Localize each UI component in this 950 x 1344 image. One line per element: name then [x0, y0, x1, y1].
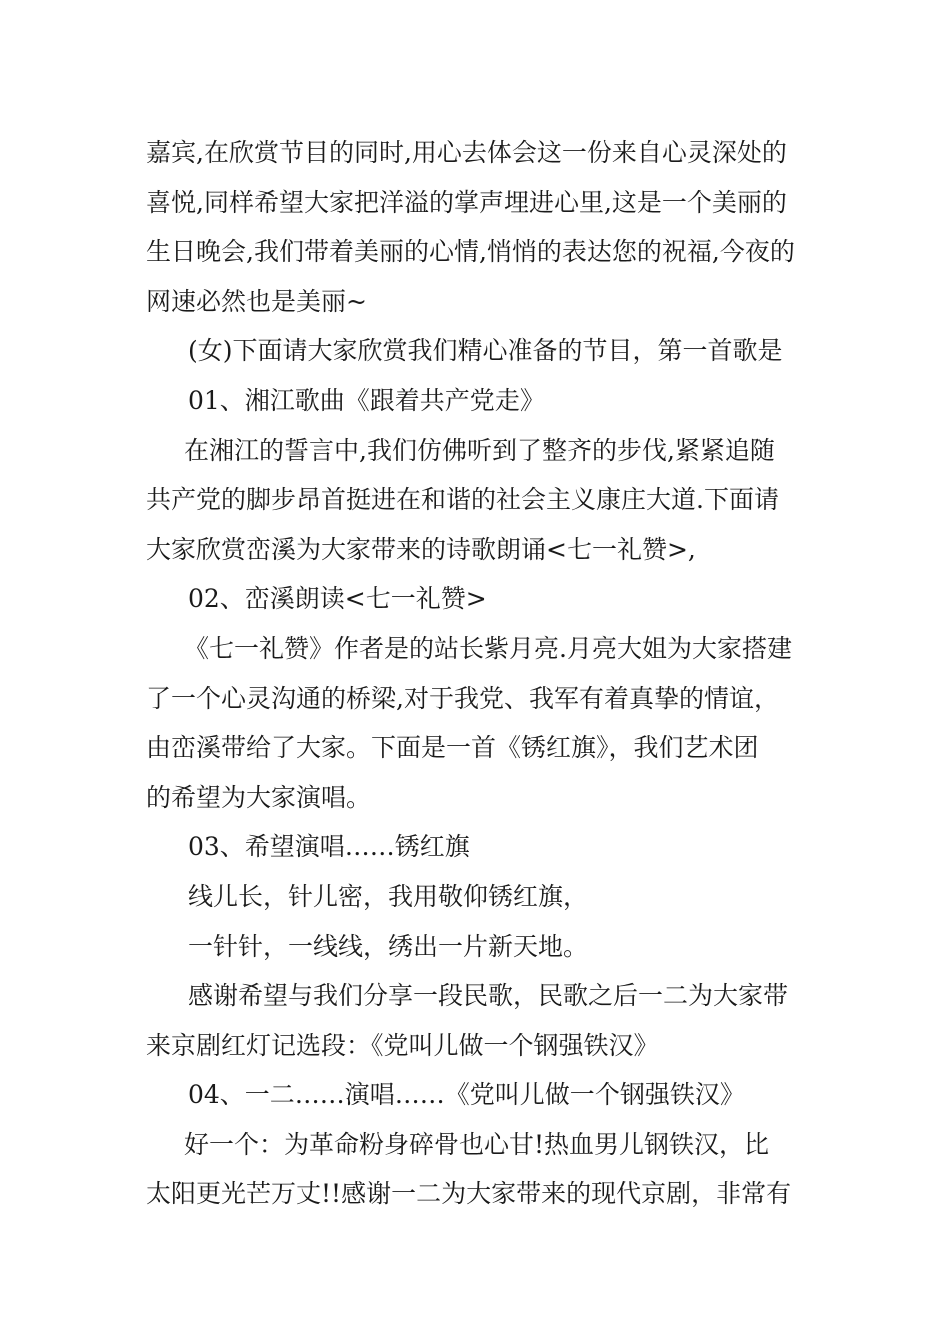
text-line: 共产党的脚步昂首挺进在和谐的社会主义康庄大道.下面请 — [146, 485, 779, 515]
text-line: 好一个：为革命粉身碎骨也心甘!热血男儿钢铁汉，比 — [184, 1129, 770, 1159]
text-line: 喜悦,同样希望大家把洋溢的掌声埋进心里,这是一个美丽的 — [146, 187, 787, 217]
text-line: 来京剧红灯记选段：《党叫儿做一个钢强铁汉》 — [146, 1030, 659, 1060]
text-line: 网速必然也是美丽~ — [146, 286, 367, 316]
text-line: 大家欣赏峦溪为大家带来的诗歌朗诵<七一礼赞>, — [146, 534, 696, 564]
text-line: 太阳更光芒万丈!!感谢一二为大家带来的现代京剧，非常有 — [146, 1179, 792, 1209]
program-item-04: 04、一二……演唱……《党叫儿做一个钢强铁汉》 — [188, 1080, 745, 1110]
text-line: 生日晚会,我们带着美丽的心情,悄悄的表达您的祝福,今夜的 — [146, 237, 795, 267]
text-line: 在湘江的誓言中,我们仿佛听到了整齐的步伐,紧紧追随 — [184, 435, 775, 465]
text-line: 由峦溪带给了大家。下面是一首《锈红旗》，我们艺术团 — [146, 733, 759, 763]
text-line: 《七一礼赞》作者是的站长紫月亮.月亮大姐为大家搭建 — [184, 633, 792, 663]
document-text — [146, 128, 816, 1219]
text-line: (女)下面请大家欣赏我们精心准备的节目，第一首歌是 — [188, 336, 783, 366]
text-line: 了一个心灵沟通的桥梁,对于我党、我军有着真挚的情谊， — [146, 683, 779, 713]
program-item-01: 01、湘江歌曲《跟着共产党走》 — [188, 385, 545, 415]
program-item-03: 03、希望演唱……锈红旗 — [188, 832, 470, 862]
text-line: 嘉宾,在欣赏节目的同时,用心去体会这一份来自心灵深处的 — [146, 138, 787, 167]
text-line: 的希望为大家演唱。 — [146, 782, 372, 812]
lyric-line: 线儿长，针儿密，我用敬仰锈红旗， — [188, 881, 589, 911]
lyric-line: 一针针，一线线，绣出一片新天地。 — [188, 931, 589, 961]
text-line: 感谢希望与我们分享一段民歌，民歌之后一二为大家带 — [188, 981, 789, 1011]
program-item-02: 02、峦溪朗读<七一礼赞> — [188, 584, 487, 614]
